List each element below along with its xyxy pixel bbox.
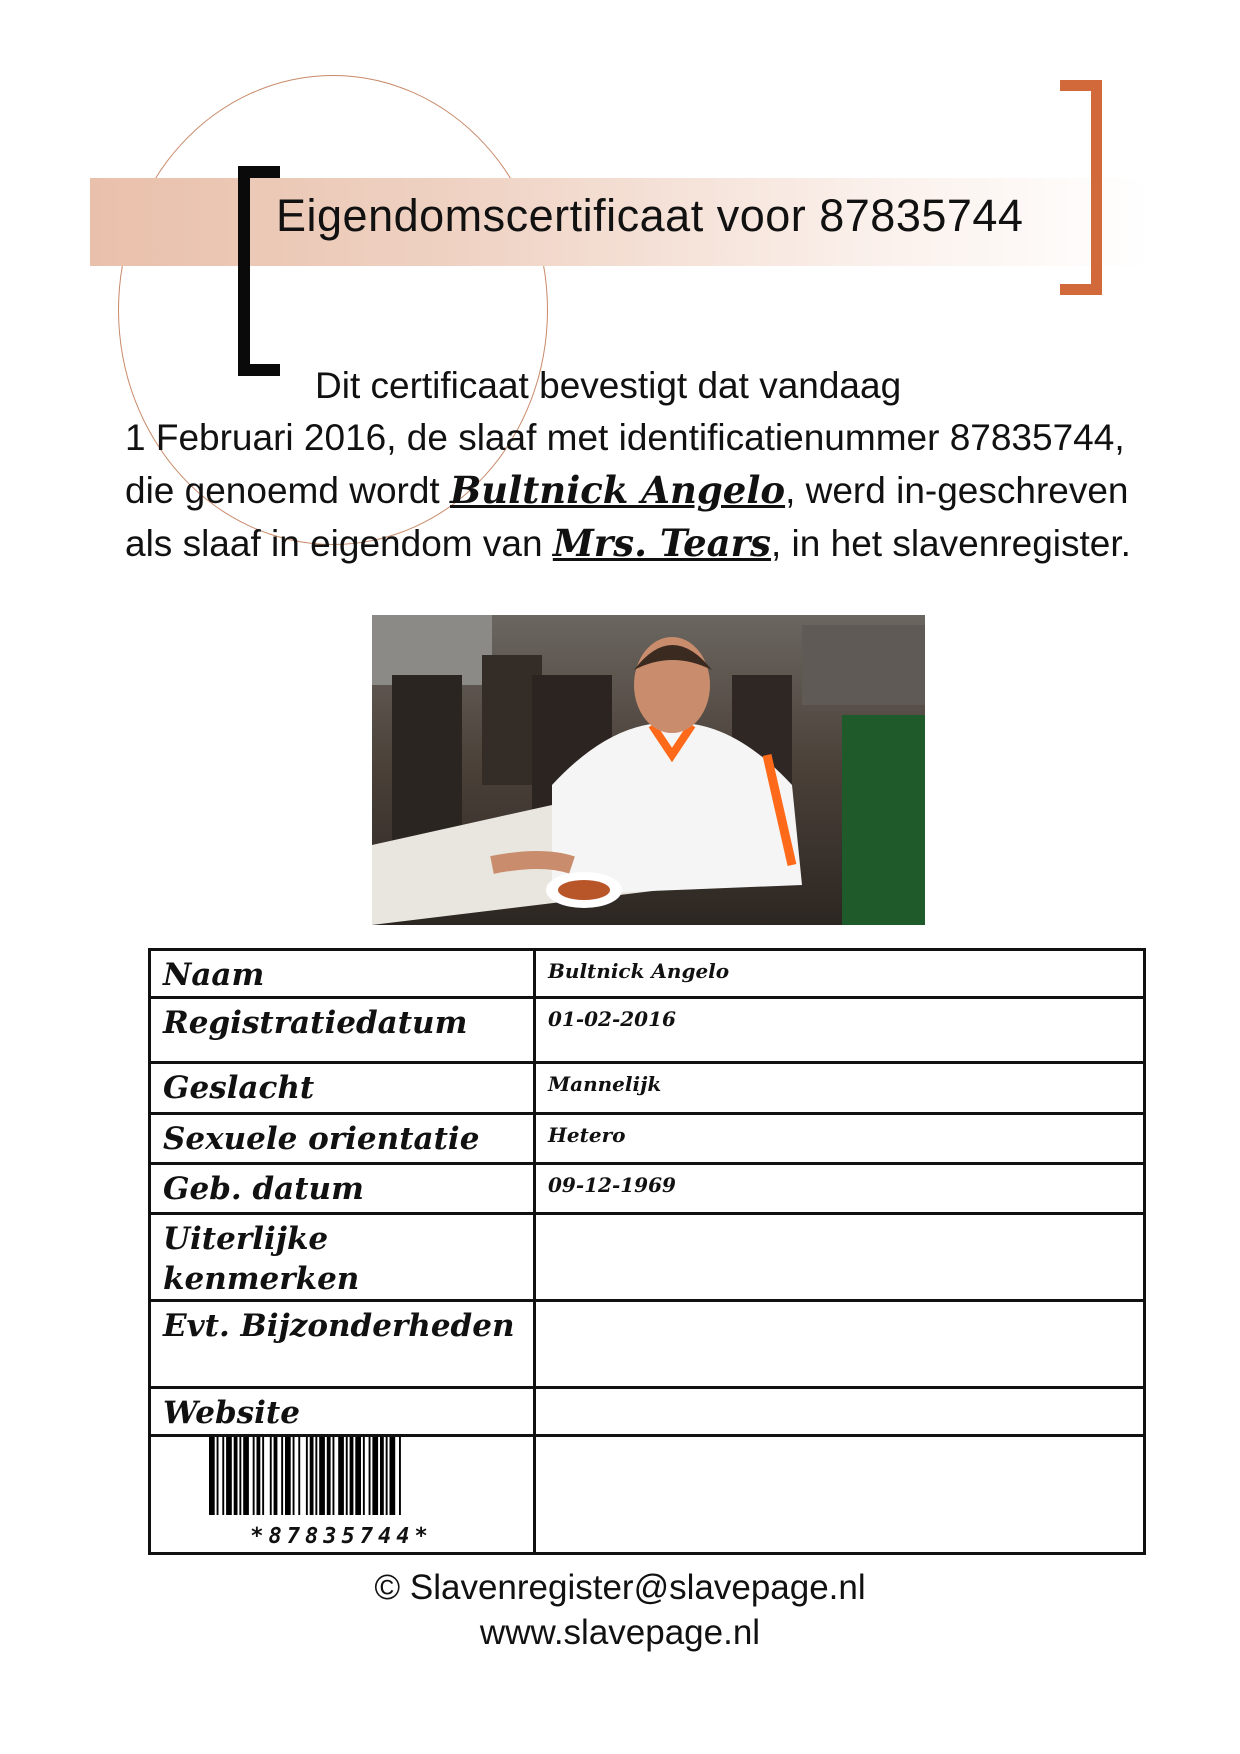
footer-website[interactable]: www.slavepage.nl [479, 1613, 761, 1652]
row-value [535, 1388, 1145, 1436]
row-label: Naam [150, 950, 535, 998]
barcode-bars [209, 1437, 474, 1517]
barcode-text: *87835744* [250, 1524, 433, 1549]
intro-text-a: 1 Februari 2016, de slaaf met identificatienummer 87835744, die genoemd wordt [125, 417, 1125, 511]
table-row [150, 950, 1145, 998]
table-row [150, 1164, 1145, 1214]
row-value [535, 1301, 1145, 1388]
portrait-photo [372, 615, 925, 925]
footer [0, 1565, 1240, 1655]
certificate-intro [125, 360, 1135, 570]
table-row [150, 1301, 1145, 1388]
row-label: Website [150, 1388, 535, 1436]
row-value-empty [535, 1436, 1145, 1554]
row-value: Hetero [535, 1114, 1145, 1164]
table-row [150, 998, 1145, 1063]
row-value: 09-12-1969 [535, 1164, 1145, 1214]
row-label: Uiterlijke kenmerken [150, 1214, 535, 1301]
footer-email[interactable]: © Slavenregister@slavepage.nl [374, 1568, 866, 1607]
certificate-title: Eigendomscertificaat voor 87835744 [276, 190, 1024, 241]
intro-line-1: Dit certificaat bevestigt dat vandaag [315, 365, 902, 406]
info-table [148, 948, 1146, 1555]
table-row [150, 1436, 1145, 1554]
row-value [535, 1214, 1145, 1301]
row-label: Registratiedatum [150, 998, 535, 1063]
barcode-cell [150, 1436, 535, 1554]
table-row [150, 1214, 1145, 1301]
row-value: Mannelijk [535, 1063, 1145, 1114]
barcode [151, 1437, 533, 1551]
row-value: 01-02-2016 [535, 998, 1145, 1063]
row-label: Sexuele orientatie [150, 1114, 535, 1164]
row-label: Evt. Bijzonderheden [150, 1301, 535, 1388]
table-row [150, 1388, 1145, 1436]
owner-name-inline: Mrs. Tears [552, 521, 771, 565]
row-label: Geslacht [150, 1063, 535, 1114]
slave-name-inline: Bultnick Angelo [449, 468, 786, 512]
table-row [150, 1063, 1145, 1114]
right-bracket-decoration [1060, 80, 1102, 295]
intro-text-c: , in het slavenregister. [770, 523, 1131, 564]
intro-text-b: , werd in-geschreven als slaaf in eigendom van [125, 470, 1129, 564]
left-bracket-decoration [238, 166, 280, 376]
row-label: Geb. datum [150, 1164, 535, 1214]
row-value: Bultnick Angelo [535, 950, 1145, 998]
table-row [150, 1114, 1145, 1164]
